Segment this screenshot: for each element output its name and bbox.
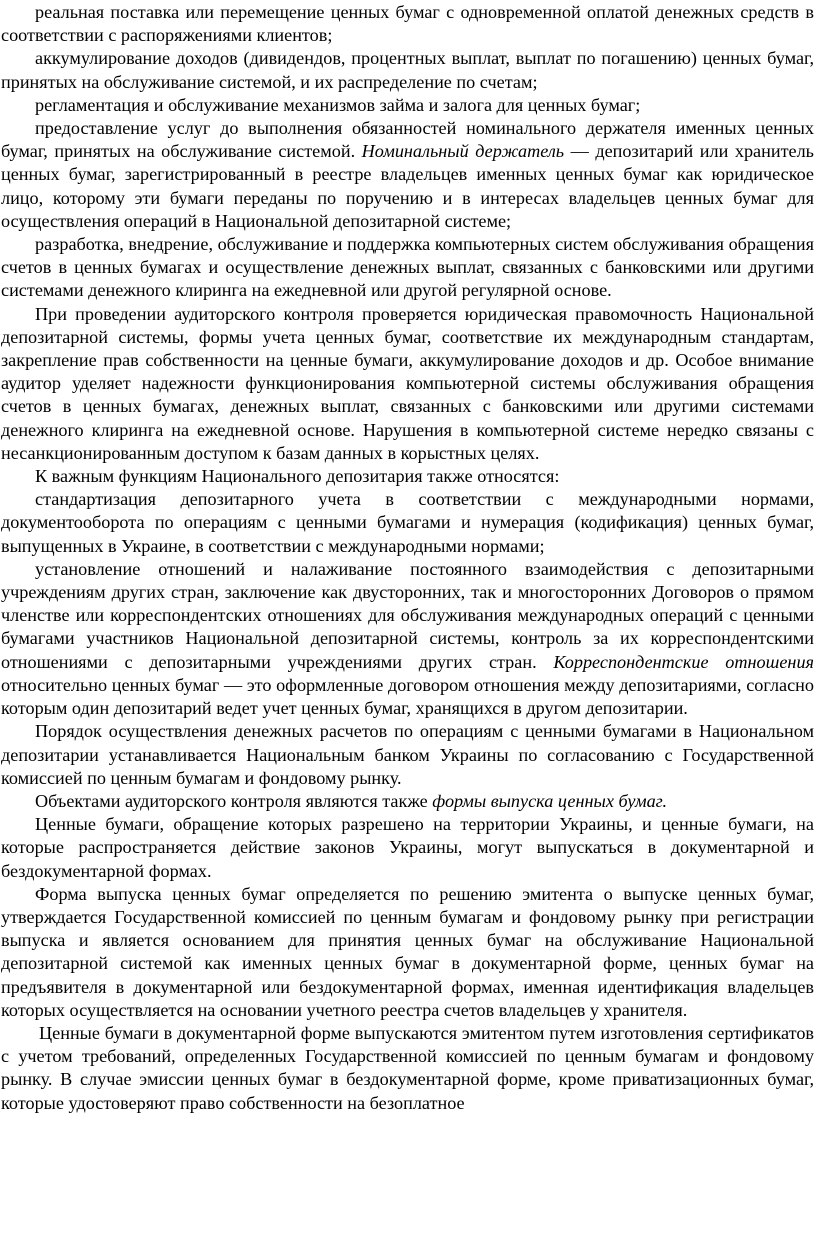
paragraph-loan-regulation: регламентация и обслуживание механизмов займа и залога для ценных бумаг;	[35, 94, 641, 115]
paragraph-text: — депозитарий или хранитель ценных бумаг, зарегистрированный в реестре владельцев именных ценных бумаг как юридическое лицо, которому эти бумаги переданы по поручению и в интересах владельцев ценных бумаг для осуществления операций в Национальной депозитарной системе;	[1, 141, 814, 231]
paragraph-settlement-procedure: Порядок осуществления денежных расчетов по операциям с ценными бумагами в Национальном депозитарии устанавливается Национальным банком Украины по согласованию с Государственной комиссией по ценным бумагам и фондовому рынку.	[1, 721, 814, 788]
paragraph-computer-systems: разработка, внедрение, обслуживание и поддержка компьютерных систем обслуживания обращения счетов в ценных бумагах и осуществление денежных выплат, связанных с банковскими или другими системами денежного клиринга на ежедневной или другой регулярной основе.	[1, 234, 814, 301]
paragraph-correspondent-relations	[1, 558, 814, 720]
paragraph-securities-circulation: Ценные бумаги, обращение которых разрешено на территории Украины, и ценные бумаги, на которые распространяется действие законов Украины, могут выпускаться в документарной и бездокументарной формах.	[1, 814, 814, 881]
paragraph-audit-control: При проведении аудиторского контроля проверяется юридическая правомочность Национальной депозитарной системы, формы учета ценных бумаг, соответствие их международным стандартам, закрепление прав собственности на ценные бумаги, аккумулирование доходов и др. Особое внимание аудитор уделяет надежности функционирования компьютерной системы обслуживания обращения счетов в ценных бумагах, денежных выплат, связанных с банковскими или другими системами денежного клиринга на ежедневной основе. Нарушения в компьютерной системе нередко связаны с несанкционированным доступом к базам данных в корыстных целях.	[1, 303, 814, 463]
paragraph-real-delivery: реальная поставка или перемещение ценных бумаг с одновременной оплатой денежных средств в соответствии с распоряжениями клиентов;	[1, 2, 814, 46]
paragraph-text: относительно ценных бумаг — это оформленные договором отношения между депозитариями, согласно которым один депозитарий ведет учет ценных бумаг, хранящихся в другом депозитарии.	[1, 674, 814, 719]
paragraph-income-accumulation: аккумулирование доходов (дивидендов, процентных выплат, выплат по погашению) ценных бумаг, принятых на обслуживание системой, и их распределение по счетам;	[1, 48, 814, 92]
paragraph-documentary-form: Ценные бумаги в документарной форме выпускаются эмитентом путем изготовления сертификатов с учетом требований, определенных Государственной комиссией по ценным бумагам и фондовому рынку. В случае эмиссии ценных бумаг в бездокументарной форме, кроме приватизационных бумаг, которые удостоверяют право собственности на безоплатное	[1, 1022, 814, 1113]
italic-term-nominal-holder: Номинальный держатель	[361, 141, 565, 162]
paragraph-text: Объектами аудиторского контроля являются также	[35, 790, 428, 811]
paragraph-text: предоставление услуг до выполнения обязанностей номинального держателя именных ценных бумаг, принятых на обслуживание системой.	[1, 118, 814, 162]
paragraph-issue-forms-object	[1, 790, 814, 813]
paragraph-nominal-holder	[1, 117, 814, 233]
italic-term-issue-forms: формы выпуска ценных бумаг.	[432, 790, 668, 811]
paragraph-standardization: стандартизация депозитарного учета в соответствии с международными нормами, документооборота по операциям с ценными бумагами и нумерация (кодификация) ценных бумаг, выпущенных в Украине, в соответствии с международными нормами;	[1, 489, 814, 556]
paragraph-text: установление отношений и налаживание постоянного взаимодействия с депозитарными учреждениям других стран, заключение как двусторонних, так и многосторонних Договоров о прямом членстве или корреспондентских отношениях для обслуживания международных операций с ценными бумагами участников Национальной депозитарной системы, контроль за их корреспондентскими отношениями с депозитарными учреждениями других стран.	[1, 558, 814, 672]
paragraph-depository-functions: К важным функциям Национального депозитария также относятся:	[35, 466, 560, 487]
italic-term-correspondent-relations: Корреспондентские отношения	[553, 651, 814, 672]
paragraph-issue-form-decision: Форма выпуска ценных бумаг определяется по решению эмитента о выпуске ценных бумаг, утверждается Государственной комиссией по ценным бумагам и фондовому рынку при регистрации выпуска и является основанием для принятия ценных бумаг на обслуживание Национальной депозитарной системой как именных ценных бумаг в документарной форме, ценных бумаг на предъявителя в документарной или бездокументарной формах, именная идентификация владельцев которых осуществляется на основании учетного реестра счетов владельцев у хранителя.	[1, 883, 814, 1020]
